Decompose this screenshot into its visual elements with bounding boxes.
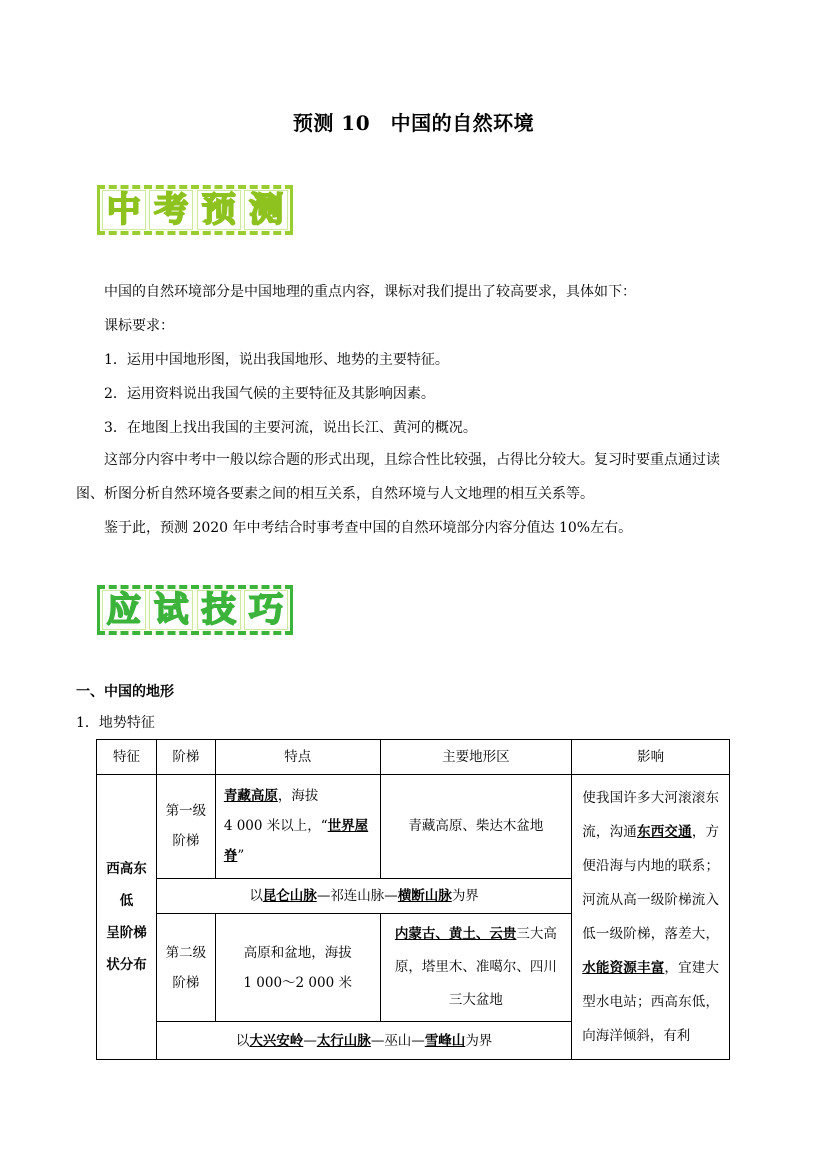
boundary-term: 雪峰山: [424, 1032, 466, 1049]
boundary-text: —巫山—: [370, 1032, 425, 1049]
banner-char: 考: [149, 190, 193, 230]
banner-char: 应: [102, 590, 146, 630]
impact-text: ，方便沿海与内地的联系；河流从高一级阶梯流入低一级阶梯，落差大，: [582, 824, 720, 942]
requirement-item: 1．运用中国地形图，说出我国地形、地势的主要特征。: [104, 352, 449, 368]
banner-char: 测: [244, 190, 288, 230]
banner-char: 巧: [244, 590, 288, 630]
boundary-text: 以: [235, 1032, 250, 1049]
step-cell: 第二级阶梯: [156, 914, 215, 1022]
intro-paragraph: 中国的自然环境部分是中国地理的重点内容，课标对我们提出了较高要求，具体如下：: [104, 284, 636, 300]
trait-text: ”: [237, 848, 245, 865]
table-header-row: [97, 740, 730, 775]
forecast-banner: [97, 185, 293, 235]
step-cell: 第一级阶梯: [156, 775, 215, 879]
requirement-item: 3．在地图上找出我国的主要河流，说出长江、黄河的概况。: [104, 420, 477, 436]
boundary-term: 太行山脉: [316, 1032, 371, 1049]
region-term: 内蒙古、黄土、云贵: [394, 926, 517, 943]
trait-text: ，海拔: [277, 788, 319, 805]
header-cell: 特点: [215, 740, 380, 775]
boundary-text: —: [303, 1032, 317, 1049]
header-cell: 主要地形区: [380, 740, 572, 775]
trait-cell: [215, 914, 380, 1022]
feature-line: 低: [119, 893, 134, 909]
trait-cell: [215, 775, 380, 879]
feature-line: 状分布: [106, 957, 147, 973]
trait-text: 4 000 米以上，“: [223, 818, 328, 835]
impact-text: 使我国许多大河滚滚东流，沟通: [582, 790, 719, 840]
banner-char: 中: [102, 190, 146, 230]
boundary-cell: [156, 878, 571, 914]
requirement-item: 2．运用资料说出我国气候的主要特征及其影响因素。: [104, 386, 435, 402]
trait-term: 青藏高原: [223, 788, 278, 805]
boundary-cell: [156, 1022, 571, 1060]
boundary-text: 以: [249, 887, 263, 904]
banner-char: 预: [197, 190, 241, 230]
boundary-term: 大兴安岭: [249, 1032, 304, 1049]
header-cell: 特征: [97, 740, 157, 775]
section-heading: 一、中国的地形: [76, 684, 174, 700]
header-cell: 阶梯: [156, 740, 215, 775]
tips-banner: [97, 585, 293, 635]
boundary-text: —祁连山脉—: [316, 887, 398, 904]
requirements-heading: 课标要求：: [104, 318, 174, 334]
boundary-term: 昆仑山脉: [262, 887, 317, 904]
exam-paragraph: 这部分内容中考中一般以综合题的形式出现，且综合性比较强，占得比分较大。复习时要重点通过读图、析图分析自然环境各要素之间的相互关系，自然环境与人文地理的相互关系等。: [76, 452, 720, 502]
trait-text: 1 000～2 000 米: [243, 974, 352, 991]
region-text: 三大高原，塔里木、准噶尔、四川三大盆地: [394, 926, 557, 1009]
trait-term: 世界屋脊: [223, 818, 369, 865]
boundary-term: 横断山脉: [397, 887, 452, 904]
boundary-text: 为界: [451, 887, 479, 904]
impact-term: 东西交通: [637, 824, 692, 840]
table-row: [97, 775, 730, 879]
feature-cell: [97, 775, 157, 1060]
region-cell: 青藏高原、柴达木盆地: [380, 775, 572, 879]
forecast-paragraph: 鉴于此，预测 2020 年中考结合时事考查中国的自然环境部分内容分值达 10%左右。: [104, 520, 633, 536]
impact-cell: [572, 775, 730, 1060]
banner-char: 技: [197, 590, 241, 630]
feature-line: 呈阶梯: [106, 925, 147, 941]
boundary-text: 为界: [465, 1032, 493, 1049]
region-cell: [380, 914, 572, 1022]
banner-char: 试: [149, 590, 193, 630]
impact-text: ，宜建大型水电站；西高东低，向海洋倾斜，有利: [582, 960, 719, 1044]
subsection-heading: 1．地势特征: [76, 715, 155, 731]
trait-text: 高原和盆地，海拔: [243, 944, 352, 961]
terrain-table: [96, 739, 730, 1060]
page-title: 预测 10 中国的自然环境: [292, 111, 535, 135]
feature-line: 西高东: [106, 861, 147, 877]
header-cell: 影响: [572, 740, 730, 775]
impact-term: 水能资源丰富: [582, 960, 665, 976]
